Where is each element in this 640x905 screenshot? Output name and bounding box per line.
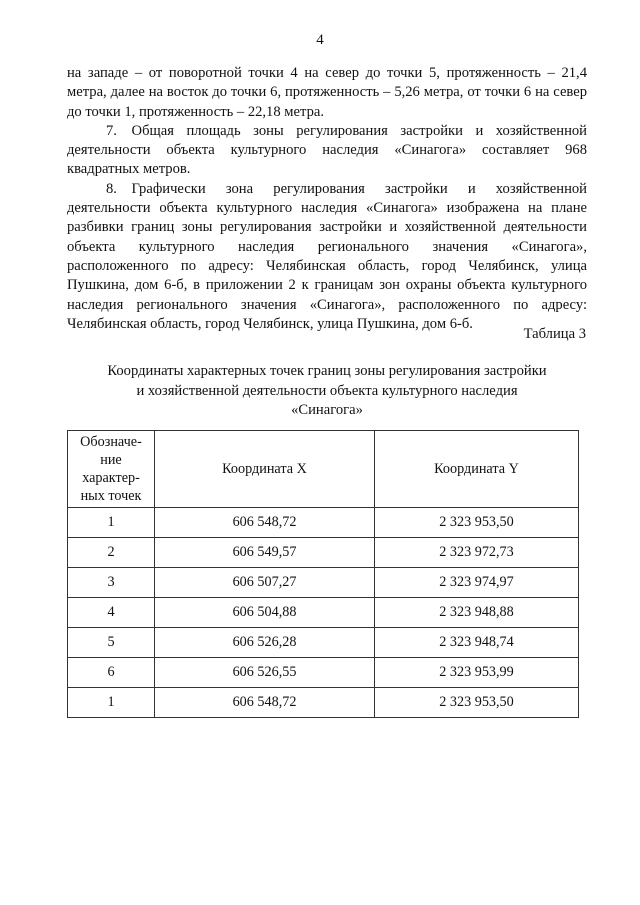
table-header-row [68, 431, 579, 508]
cell-x: 606 526,28 [155, 628, 375, 658]
cell-point: 2 [68, 538, 155, 568]
cell-point: 4 [68, 598, 155, 628]
cell-y: 2 323 953,99 [375, 658, 579, 688]
cell-x: 606 507,27 [155, 568, 375, 598]
header-point-label: Обозначе- ние характер- ных точек [80, 434, 142, 504]
page-number: 4 [316, 32, 324, 48]
header-point-designation [68, 431, 155, 508]
cell-point: 1 [68, 508, 155, 538]
cell-x: 606 548,72 [155, 508, 375, 538]
table-row [68, 688, 579, 718]
table-caption-line: Координаты характерных точек границ зоны регулирования застройки [107, 363, 547, 379]
cell-point: 3 [68, 568, 155, 598]
table-row [68, 628, 579, 658]
cell-y: 2 323 953,50 [375, 508, 579, 538]
cell-y: 2 323 953,50 [375, 688, 579, 718]
cell-point: 6 [68, 658, 155, 688]
cell-x: 606 504,88 [155, 598, 375, 628]
cell-x: 606 548,72 [155, 688, 375, 718]
cell-y: 2 323 948,88 [375, 598, 579, 628]
header-coordinate-y: Координата Y [375, 431, 579, 508]
body-text [67, 64, 587, 334]
table-caption [67, 362, 587, 421]
table-row [68, 658, 579, 688]
table-caption-line: «Синагога» [291, 402, 363, 418]
table-row [68, 568, 579, 598]
cell-y: 2 323 948,74 [375, 628, 579, 658]
table-label: Таблица 3 [523, 326, 586, 342]
cell-x: 606 549,57 [155, 538, 375, 568]
cell-y: 2 323 974,97 [375, 568, 579, 598]
header-coordinate-x: Координата X [155, 431, 375, 508]
cell-point: 1 [68, 688, 155, 718]
table-row [68, 538, 579, 568]
table-caption-line: и хозяйственной деятельности объекта культурного наследия [136, 382, 518, 399]
table-row [68, 508, 579, 538]
paragraph-7-total-area: 7. Общая площадь зоны регулирования застройки и хозяйственной деятельности объекта культурного наследия «Синагога» составляет 968 квадратных метров. [67, 122, 587, 178]
cell-x: 606 526,55 [155, 658, 375, 688]
cell-point: 5 [68, 628, 155, 658]
paragraph-west-boundary: на западе – от поворотной точки 4 на север до точки 5, протяженность – 21,4 метра, далее на восток до точки 6, протяженность – 5,26 метра, от точки 6 на север до точки 1, протяженность – 22,18 метра. [67, 65, 587, 120]
table-row [68, 598, 579, 628]
paragraph-8-graphic-plan: 8. Графически зона регулирования застройки и хозяйственной деятельности объекта культурного наследия «Синагога» изображена на плане разбивки границ зоны регулирования застройки и хозяйственной деятельности объекта культурного наследия регионального значения «Синагога», расположенного по адресу: Челябинская область, город Челябинск, улица Пушкина, дом 6-б, в приложении 2 к границам зон охраны объекта культурного наследия регионального значения «Синагога», расположенного по адресу: Челябинская область, город Челябинск, улица Пушкина, дом 6-б. [67, 180, 587, 332]
coordinates-table [67, 430, 579, 718]
cell-y: 2 323 972,73 [375, 538, 579, 568]
